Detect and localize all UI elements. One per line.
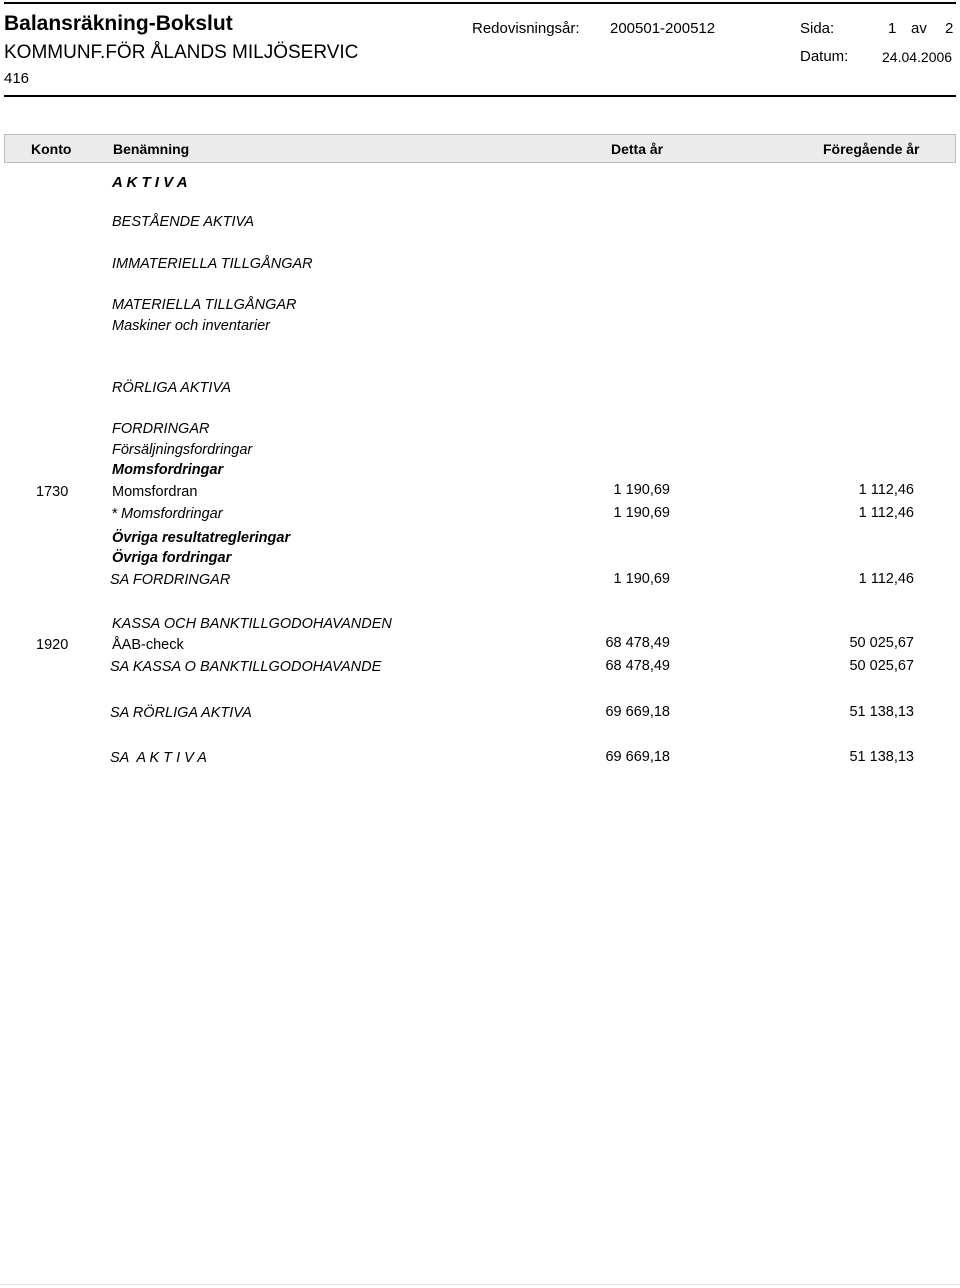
group-immateriella: IMMATERIELLA TILLGÅNGAR <box>112 256 313 272</box>
column-foregaende-ar: Föregående år <box>823 141 920 157</box>
total-kassa-previous: 50 025,67 <box>849 658 914 674</box>
subgroup-ovriga-resultat: Övriga resultatregleringar <box>112 530 291 546</box>
section-aktiva: A K T I V A <box>112 174 188 191</box>
previous-year-value: 50 025,67 <box>849 635 914 651</box>
total-aktiva-label: SA A K T I V A <box>110 750 207 766</box>
group-fordringar: FORDRINGAR <box>112 421 210 437</box>
subgroup-momsfordringar: Momsfordringar <box>112 462 224 478</box>
date-value: 24.04.2006 <box>882 49 953 65</box>
fiscal-year-label: Redovisningsår: <box>472 20 580 37</box>
page-label: Sida: <box>800 20 835 37</box>
group-bestaende-aktiva: BESTÅENDE AKTIVA <box>112 214 255 230</box>
subgroup-ovriga-fordringar: Övriga fordringar <box>112 550 232 566</box>
page-total: 2 <box>945 20 954 37</box>
column-detta-ar: Detta år <box>611 141 664 157</box>
current-year-value: 1 190,69 <box>613 482 670 498</box>
date-label: Datum: <box>800 48 849 65</box>
report-title: Balansräkning-Bokslut <box>4 12 233 35</box>
account-number: 1920 <box>36 637 69 653</box>
total-fordringar-label: SA FORDRINGAR <box>110 572 231 588</box>
total-fordringar-current: 1 190,69 <box>613 571 670 587</box>
account-number: 1730 <box>36 484 69 500</box>
group-kassa: KASSA OCH BANKTILLGODOHAVANDEN <box>112 616 392 632</box>
column-konto: Konto <box>31 141 72 157</box>
account-name: Momsfordran <box>112 484 198 500</box>
subtotal-label: Momsfordringar <box>121 506 223 522</box>
current-year-value: 68 478,49 <box>605 635 670 651</box>
page-bottom-edge <box>0 1284 960 1285</box>
column-header-bar <box>4 134 956 163</box>
subtotal-marker: * <box>112 506 118 522</box>
total-kassa-current: 68 478,49 <box>605 658 670 674</box>
organization-name: KOMMUNF.FÖR ÅLANDS MILJÖSERVIC <box>4 42 359 63</box>
total-rorliga-previous: 51 138,13 <box>849 704 914 720</box>
subtotal-previous: 1 112,46 <box>858 505 914 521</box>
header-rule <box>4 95 956 97</box>
total-fordringar-previous: 1 112,46 <box>858 571 914 587</box>
total-aktiva-previous: 51 138,13 <box>849 749 914 765</box>
total-aktiva-current: 69 669,18 <box>605 749 670 765</box>
organization-number: 416 <box>4 70 30 87</box>
page-current: 1 <box>888 20 897 37</box>
subgroup-forsaljningsfordringar: Försäljningsfordringar <box>112 442 253 458</box>
column-benamning: Benämning <box>113 141 190 157</box>
total-rorliga-label: SA RÖRLIGA AKTIVA <box>110 705 252 721</box>
total-rorliga-current: 69 669,18 <box>605 704 670 720</box>
page-of: av <box>911 20 927 37</box>
previous-year-value: 1 112,46 <box>858 482 914 498</box>
fiscal-year-value: 200501-200512 <box>610 20 716 37</box>
account-name: ÅAB-check <box>112 637 184 653</box>
group-rorliga-aktiva: RÖRLIGA AKTIVA <box>112 380 231 396</box>
group-materiella: MATERIELLA TILLGÅNGAR <box>112 297 297 313</box>
subgroup-maskiner: Maskiner och inventarier <box>112 318 270 334</box>
subtotal-current: 1 190,69 <box>613 505 670 521</box>
total-kassa-label: SA KASSA O BANKTILLGODOHAVANDE <box>110 659 382 675</box>
top-rule <box>4 2 956 4</box>
